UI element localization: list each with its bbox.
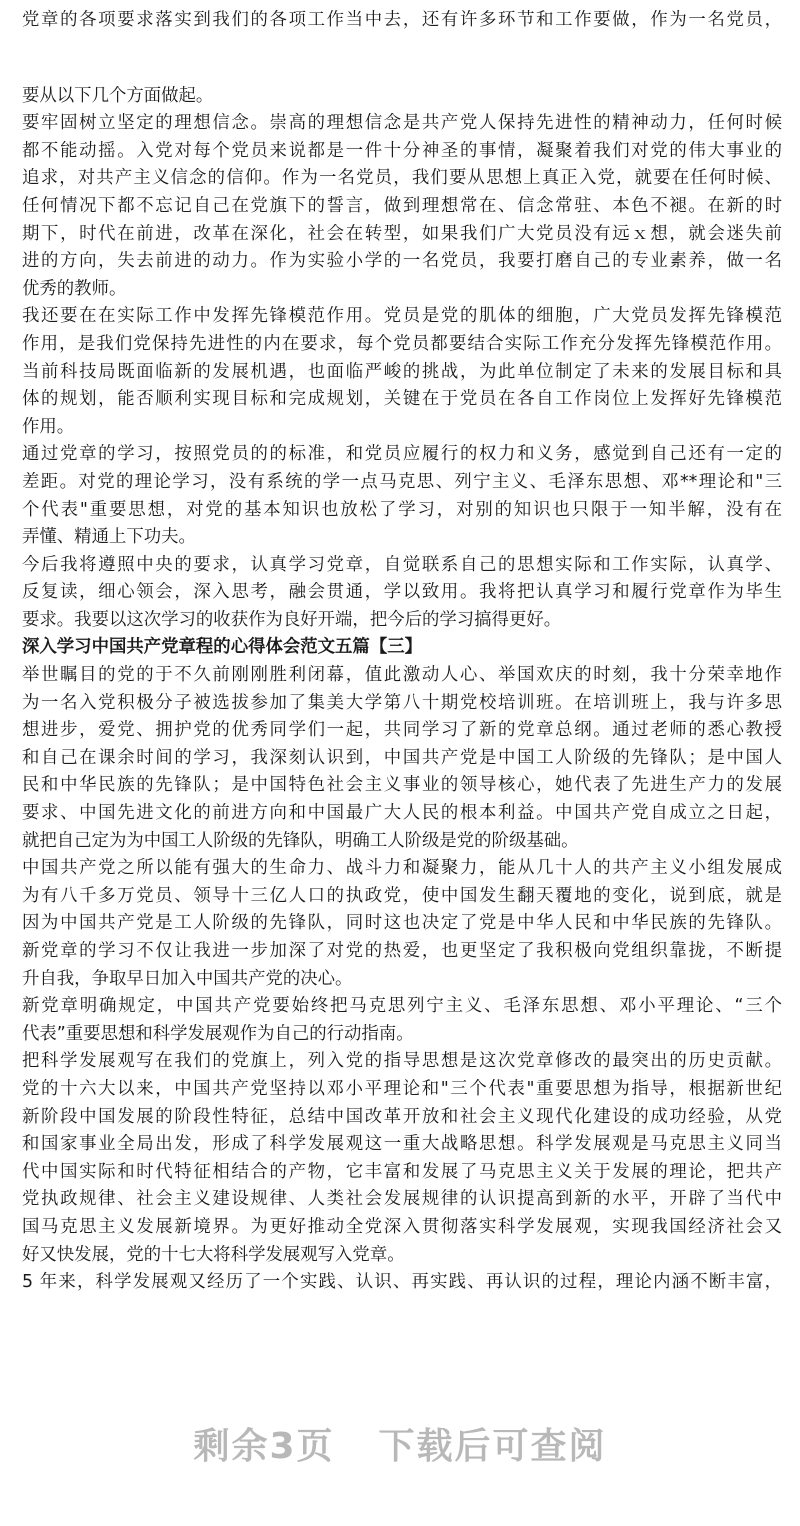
paragraph-line: 当前科技局既面临新的发展机遇，也面临严峻的挑战，为此单位制定了未来的发展目标和具 xyxy=(22,361,782,382)
remaining-pages-label: 剩余3页 xyxy=(193,1426,335,1467)
paragraph-line: 新阶段中国发展的阶段性特征，总结中国改革开放和社会主义现代化建设的成功经验，从党 xyxy=(22,1106,782,1127)
paragraph-line: 今后我将遵照中央的要求，认真学习党章，自觉联系自己的思想实际和工作实际，认真学、 xyxy=(22,554,782,575)
paragraph-line: 期下，时代在前进，改革在深化，社会在转型，如果我们广大党员没有远ｘ想，就会迷失前 xyxy=(22,223,782,244)
paragraph-line: 为有八千多万党员、领导十三亿人口的执政党，使中国发生翻天覆地的变化，说到底，就是 xyxy=(22,885,782,906)
paragraph-line: 举世瞩目的党的于不久前刚刚胜利闭幕，值此激动人心、举国欢庆的时刻，我十分荣幸地作 xyxy=(22,665,782,686)
paragraph-line: 党执政规律、社会主义建设规律、人类社会发展规律的认识提高到新的水平，开辟了当代中 xyxy=(22,1189,782,1210)
paragraph-line: 因为中国共产党是工人阶级的先锋队，同时这也决定了党是中华人民和中华民族的先锋队。 xyxy=(22,913,782,934)
paragraph-line: 我还要在在实际工作中发挥先锋模范作用。党员是党的肌体的细胞，广大党员发挥先锋模范 xyxy=(22,306,782,327)
paragraph-line: 优秀的教师。 xyxy=(22,278,127,299)
paragraph-line: 想进步，爱党、拥护党的优秀同学们一起，共同学习了新的党章总纲。通过老师的悉心教授 xyxy=(22,720,782,741)
paragraph-line: 个代表"重要思想，对党的基本知识也放松了学习，对别的知识也只限于一知半解，没有在 xyxy=(22,499,782,520)
paragraph-line: 反复读，细心领会，深入思考，融会贯通，学以致用。我将把认真学习和履行党章作为毕生 xyxy=(22,582,782,603)
paragraph-line: 为一名入党积极分子被选拔参加了集美大学第八十期党校培训班。在培训班上，我与许多思 xyxy=(22,692,782,713)
paragraph-line: 党的十六大以来，中国共产党坚持以邓小平理论和"三个代表"重要思想为指导，根据新世纪 xyxy=(22,1078,782,1099)
paragraph-line: 民和中华民族的先锋队；是中国特色社会主义事业的领导核心，她代表了先进生产力的发展 xyxy=(22,775,782,796)
download-prompt[interactable] xyxy=(0,1418,800,1469)
paragraph-line: 党章的各项要求落实到我们的各项工作当中去，还有许多环节和工作要做，作为一名党员， xyxy=(22,10,782,30)
paragraph-line: 国马克思主义发展新境界。为更好推动全党深入贯彻落实科学发展观，实现我国经济社会又 xyxy=(22,1216,782,1237)
paragraph-line: 追求，对共产主义信念的信仰。作为一名党员，我们要从思想上真正入党，就要在任何时候、 xyxy=(22,168,782,189)
paragraph-line: 把科学发展观写在我们的党旗上，列入党的指导思想是这次党章修改的最突出的历史贡献。 xyxy=(22,1051,782,1072)
paragraph-line: 要从以下几个方面做起。 xyxy=(22,85,214,106)
section-heading: 深入学习中国共产党章程的心得体会范文五篇【三】 xyxy=(22,637,422,658)
download-to-view-label: 下载后可查阅 xyxy=(378,1426,607,1467)
paragraph-line: 新党章的学习不仅让我进一步加深了对党的热爱，也更坚定了我积极向党组织靠拢，不断提 xyxy=(22,941,782,961)
paragraph-line: 进的方向，失去前进的动力。作为实验小学的一名党员，我要打磨自己的专业素养，做一名 xyxy=(22,251,782,272)
paragraph-line: 作用。 xyxy=(22,416,75,437)
paragraph-line: 好又快发展，党的十七大将科学发展观写入党章。 xyxy=(22,1244,405,1265)
paragraph-line: 新党章明确规定，中国共产党要始终把马克思列宁主义、毛泽东思想、邓小平理论、“三个 xyxy=(22,996,782,1017)
paragraph-line: 要求。我要以这次学习的收获作为良好开端，把今后的学习搞得更好。 xyxy=(22,609,562,630)
paragraph-line: 任何情况下都不忘记自己在党旗下的誓言，做到理想常在、信念常驻、本色不褪。在新的时 xyxy=(22,195,782,216)
paragraph-line: 要求、中国先进文化的前进方向和中国最广大人民的根本利益。中国共产党自成立之日起， xyxy=(22,803,782,824)
paragraph-line: 要牢固树立坚定的理想信念。崇高的理想信念是共产党人保持先进性的精神动力，任何时候 xyxy=(22,113,782,134)
paragraph-line: 体的规划，能否顺利实现目标和完成规划，关键在于党员在各自工作岗位上发挥好先锋模范 xyxy=(22,389,782,410)
paragraph-line: 和国家事业全局出发，形成了科学发展观这一重大战略思想。科学发展观是马克思主义同当 xyxy=(22,1134,782,1155)
paragraph-line: 差距。对党的理论学习，没有系统的学一点马克思、列宁主义、毛泽东思想、邓**理论和"三 xyxy=(22,471,782,492)
paragraph-line: 代中国实际和时代特征相结合的产物，它丰富和发展了马克思主义关于发展的理论，把共产 xyxy=(22,1161,782,1182)
blank-gap xyxy=(22,35,782,83)
paragraph-line: 中国共产党之所以能有强大的生命力、战斗力和凝聚力，能从几十人的共产主义小组发展成 xyxy=(22,858,782,879)
paragraph-line: 代表”重要思想和科学发展观作为自己的行动指南。 xyxy=(22,1023,414,1044)
paragraph-line: 弄懂、精通上下功夫。 xyxy=(22,527,196,548)
paragraph-line: 5 年来，科学发展观又经历了一个实践、认识、再实践、再认识的过程，理论内涵不断丰富， xyxy=(22,1272,782,1293)
document-body xyxy=(22,7,782,1297)
paragraph-line: 通过党章的学习，按照党员的的标准，和党员应履行的权力和义务，感觉到自己还有一定的 xyxy=(22,444,782,465)
paragraph-line: 就把自己定为为中国工人阶级的先锋队，明确工人阶级是党的阶级基础。 xyxy=(22,830,579,851)
paragraph-line: 作用，是我们党保持先进性的内在要求，每个党员都要结合实际工作充分发挥先锋模范作用。 xyxy=(22,333,782,354)
paragraph-line: 都不能动摇。入党对每个党员来说都是一件十分神圣的事情，凝聚着我们对党的伟大事业的 xyxy=(22,140,782,161)
paragraph-line: 升自我，争取早日加入中国共产党的决心。 xyxy=(22,968,353,989)
paragraph-line: 和自己在课余时间的学习，我深刻认识到，中国共产党是中国工人阶级的先锋队；是中国人 xyxy=(22,747,782,768)
